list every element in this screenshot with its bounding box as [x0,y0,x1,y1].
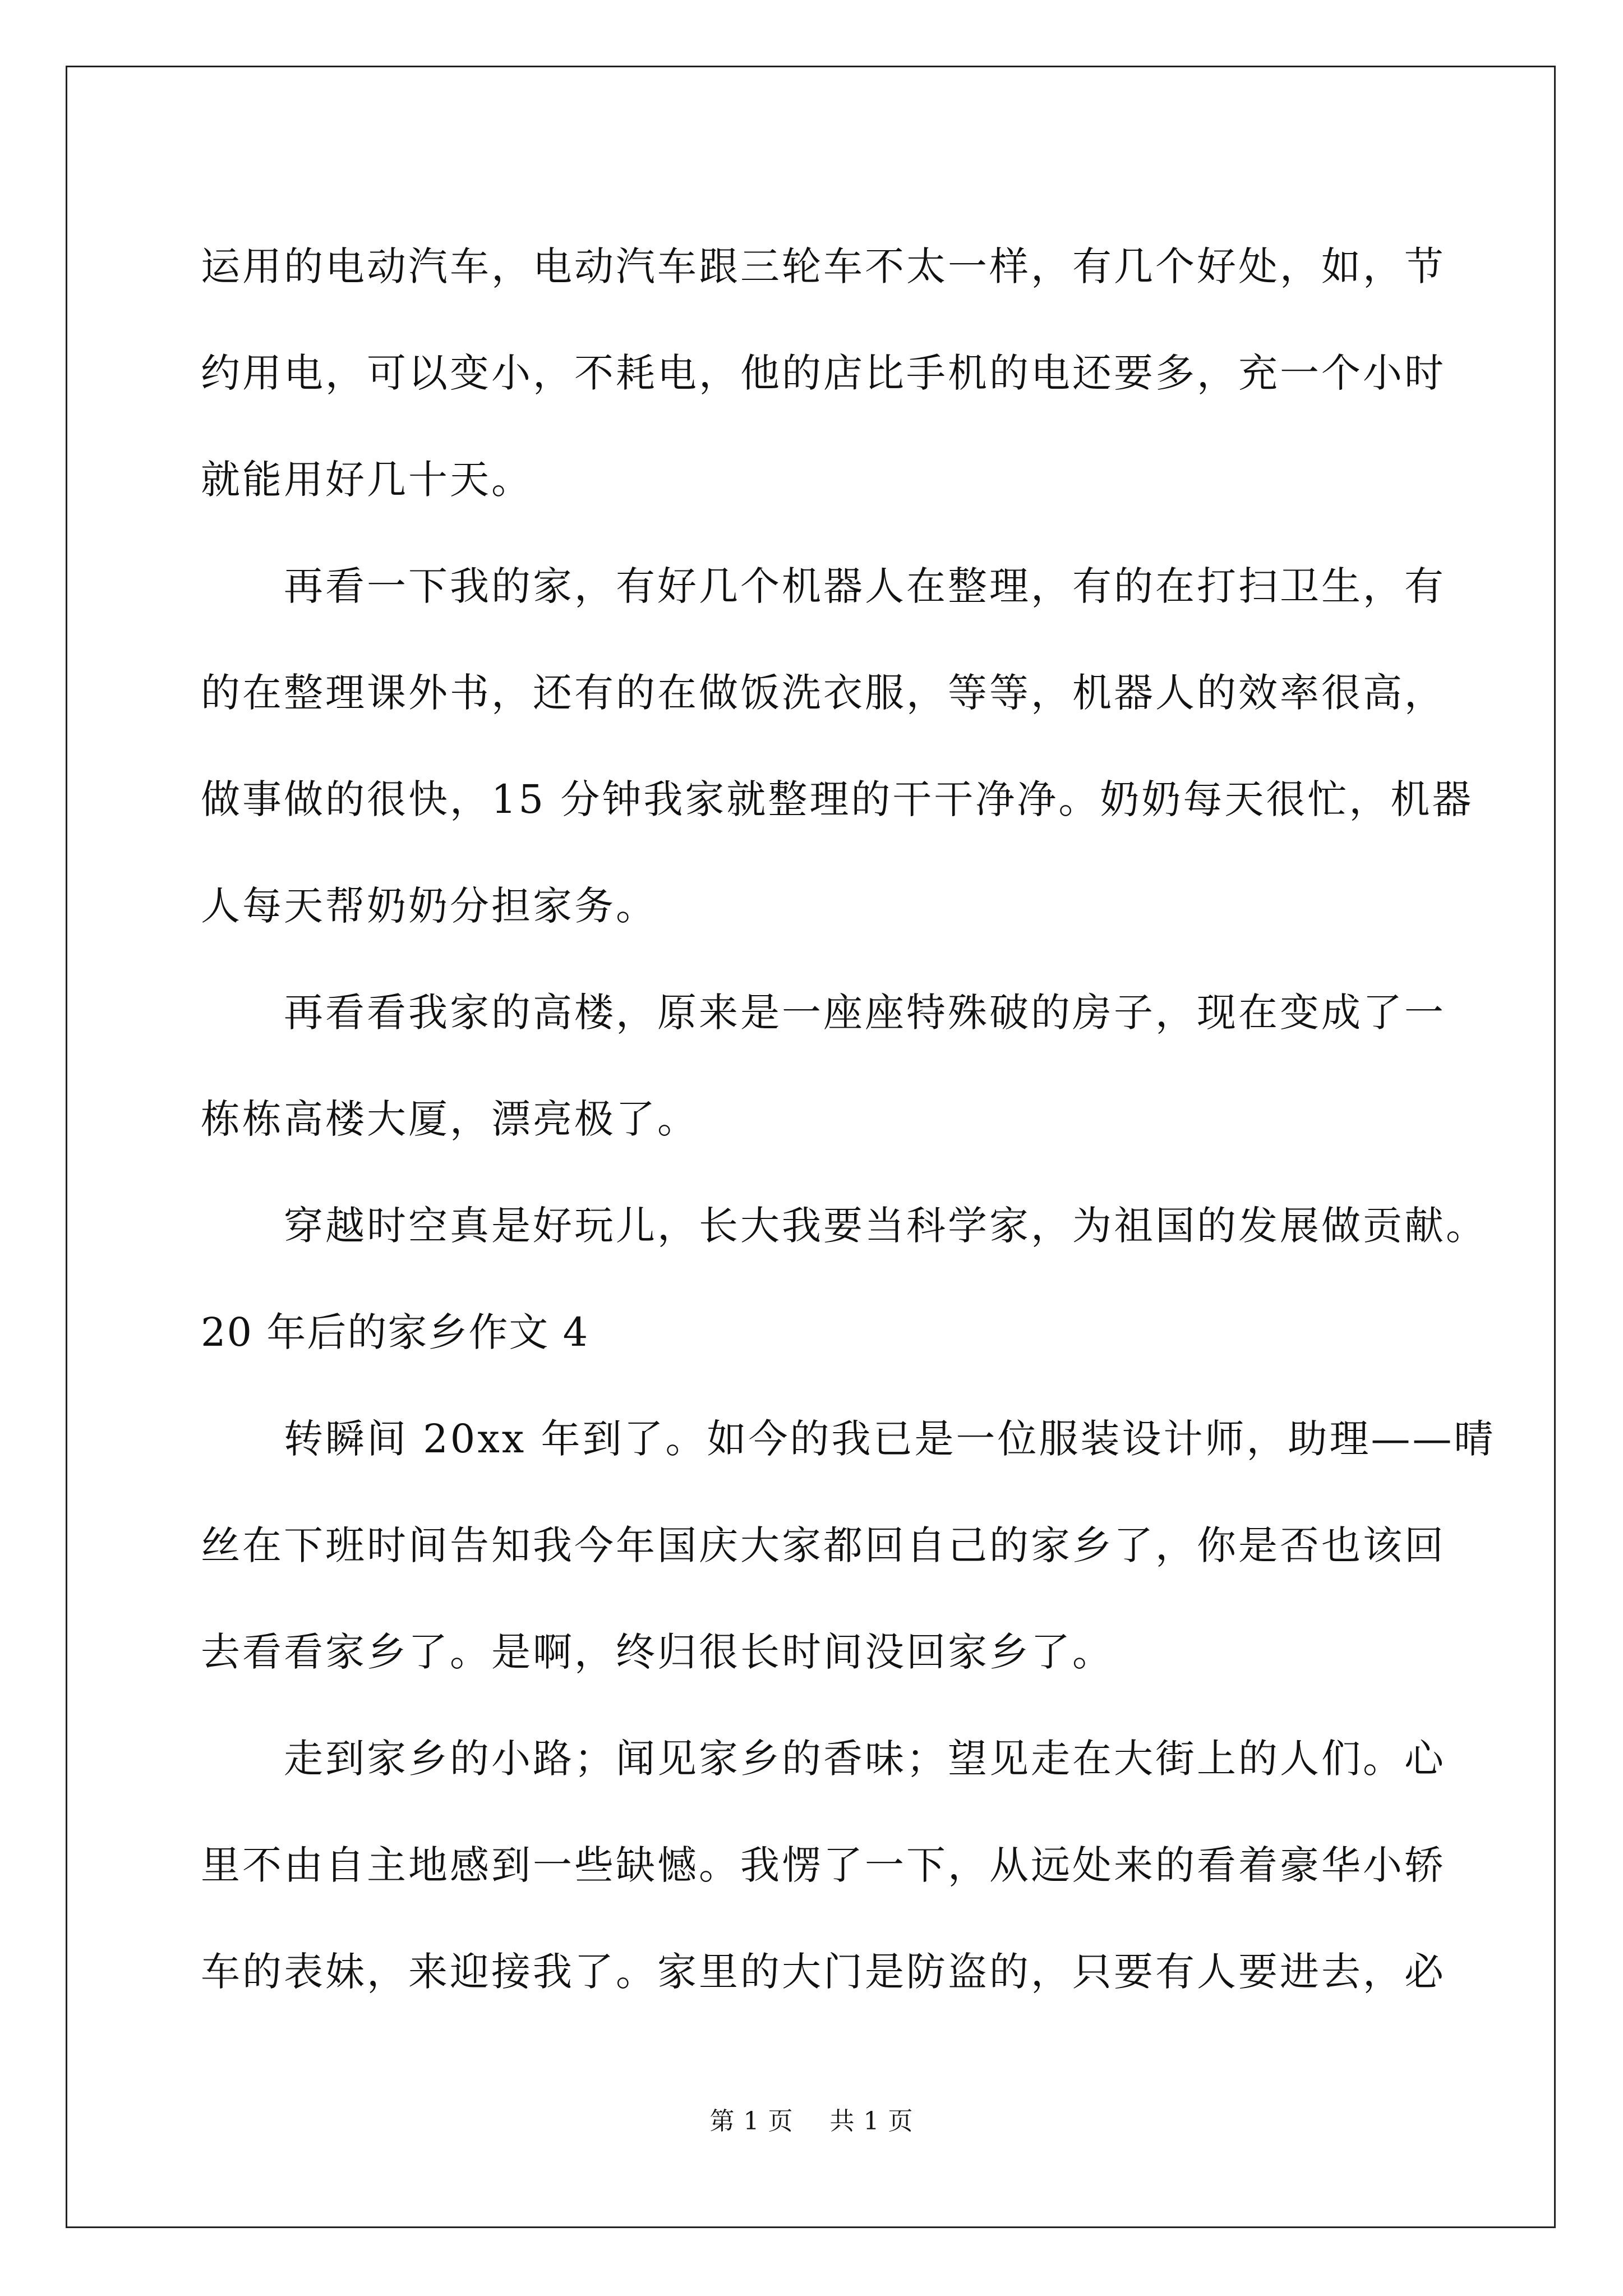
paragraph [201,213,1446,533]
paragraph [201,1386,1496,1705]
text-line: 车的表妹，来迎接我了。家里的大门是防盗的，只要有人要进去，必 [201,1949,1446,1995]
paragraph [201,959,1446,1172]
page-total: 共 1 页 [829,2107,914,2136]
text-line: 再看看我家的高楼，原来是一座座特殊破的房子，现在变成了一 [284,990,1446,1036]
text-line: 约用电，可以变小，不耗电，他的店比手机的电还要多，充一个小时 [201,350,1446,396]
text-line: 去看看家乡了。是啊，终归很长时间没回家乡了。 [201,1629,1114,1675]
text-line: 穿越时空真是好玩儿，长大我要当科学家，为祖国的发展做贡献。 [284,1203,1487,1249]
text-line: 人每天帮奶奶分担家务。 [201,883,657,929]
text-line: 就能用好几十天。 [201,457,533,503]
section-heading: 20 年后的家乡作文 4 [201,1309,589,1355]
text-line: 丝在下班时间告知我今年国庆大家都回自己的家乡了，你是否也该回 [201,1522,1446,1568]
text-line: 的在整理课外书，还有的在做饭洗衣服，等等，机器人的效率很高， [201,670,1446,716]
page-number: 第 1 页 [709,2107,794,2136]
text-line: 做事做的很快，15 分钟我家就整理的干干净净。奶奶每天很忙，机器 [201,776,1474,822]
text-line: 走到家乡的小路；闻见家乡的香味；望见走在大街上的人们。心 [284,1736,1446,1782]
paragraph [201,1172,1487,1279]
text-line: 栋栋高楼大厦，漂亮极了。 [201,1096,699,1142]
page-footer [0,2101,1623,2137]
text-line: 运用的电动汽车，电动汽车跟三轮车不太一样，有几个好处，如，节 [201,243,1446,289]
paragraph [201,533,1474,959]
text-line: 再看一下我的家，有好几个机器人在整理，有的在打扫卫生，有 [284,563,1446,609]
text-line: 里不由自主地感到一些缺憾。我愣了一下，从远处来的看着豪华小轿 [201,1842,1446,1888]
document-body [201,213,1496,2025]
text-line: 转瞬间 20xx 年到了。如今的我已是一位服装设计师，助理——晴 [284,1416,1496,1462]
paragraph [201,1705,1446,2025]
